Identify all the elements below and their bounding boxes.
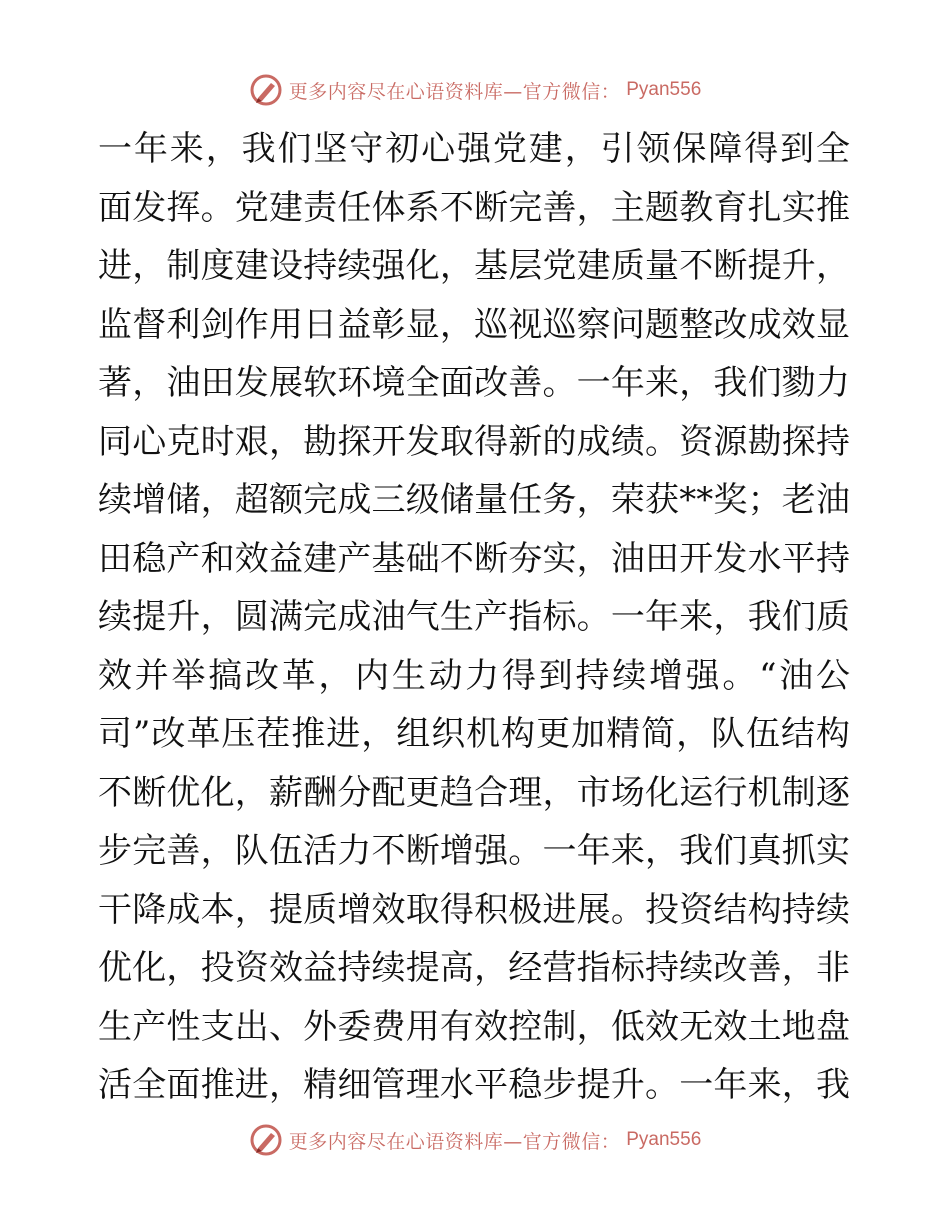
pen-logo-icon (249, 73, 283, 107)
body-line: 同心克时艰，勘探开发取得新的成绩。资源勘探持 (98, 421, 850, 462)
header-banner-text: 更多内容尽在心语资料库—官方微信： (288, 80, 621, 103)
body-line: 优化，投资效益持续提高，经营指标持续改善，非 (98, 948, 850, 988)
body-line: 不断优化，薪酬分配更趋合理，市场化运行机制逐 (98, 772, 850, 813)
body-line: 续增储，超额完成三级储量任务，荣获**奖；老油 (98, 480, 850, 520)
footer-banner (0, 1120, 950, 1160)
body-line: 续提升，圆满完成油气生产指标。一年来，我们质 (98, 597, 850, 637)
header-banner (0, 70, 950, 110)
body-line: 活全面推进，精细管理水平稳步提升。一年来，我 (98, 1065, 850, 1105)
body-line: 一年来，我们坚守初心强党建，引领保障得到全 (98, 129, 850, 169)
body-line: 著，油田发展软环境全面改善。一年来，我们勠力 (98, 363, 850, 403)
body-line: 监督利剑作用日益彰显，巡视巡察问题整改成效显 (98, 304, 850, 345)
header-wechat-id: Pyan556 (626, 79, 702, 100)
body-line: 田稳产和效益建产基础不断夯实，油田开发水平持 (98, 538, 850, 579)
body-line: 进，制度建设持续强化，基层党建质量不断提升， (98, 246, 850, 286)
footer-wechat-id: Pyan556 (626, 1129, 702, 1150)
document-body (98, 120, 850, 1115)
body-line: 面发挥。党建责任体系不断完善，主题教育扎实推 (98, 187, 850, 228)
body-line: 干降成本，提质增效取得积极进展。投资结构持续 (98, 889, 850, 930)
body-line: 效并举搞改革，内生动力得到持续增强。“油公 (98, 655, 850, 696)
body-line: 司”改革压茬推进，组织机构更加精简，队伍结构 (98, 714, 850, 754)
body-line: 生产性支出、外委费用有效控制，低效无效土地盘 (98, 1006, 850, 1047)
footer-banner-text: 更多内容尽在心语资料库—官方微信： (288, 1130, 621, 1153)
body-line: 步完善，队伍活力不断增强。一年来，我们真抓实 (98, 831, 850, 871)
pen-logo-icon (249, 1123, 283, 1157)
